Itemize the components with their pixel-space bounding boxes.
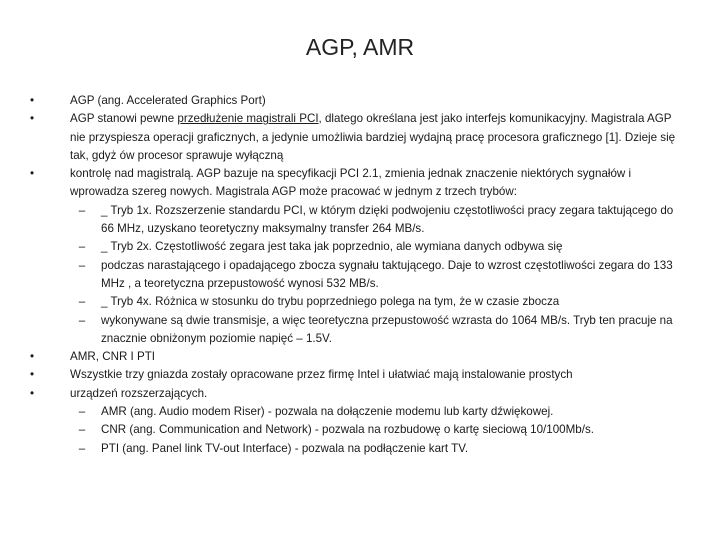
bullet-item	[26, 348, 686, 366]
dash-marker: –	[78, 423, 86, 437]
sub-item-text: wykonywane są dwie transmisje, a więc teoretyczna przepustowość wzrasta do 1064 MB/s. Tryb ten pracuje na znacznie obniżonym poziomie napięć – 1.5V.	[101, 313, 673, 345]
bullet-item	[26, 165, 686, 202]
sub-item-text: AMR (ang. Audio modem Riser) - pozwala na dołączenie modemu lub karty dźwiękowej.	[101, 405, 554, 419]
underlined-term: przedłużenie magistrali PCI	[177, 112, 319, 126]
bullet-item	[26, 366, 686, 384]
sub-item	[26, 421, 686, 439]
bullet-text: Wszystkie trzy gniazda zostały opracowane przez firmę Intel i ułatwiać mają instalowanie prostych	[70, 368, 573, 382]
bullet-marker: •	[29, 94, 35, 107]
dash-marker: –	[78, 441, 86, 455]
bullet-text-before: AGP stanowi pewne	[70, 112, 178, 126]
bullet-text: kontrolę nad magistralą. AGP bazuje na specyfikacji PCI 2.1, zmienia jednak znaczenie niektórych sygnałów i wprowadza szereg nowych. Magistrala AGP może pracować w jednym z trzech trybów:	[70, 167, 632, 199]
dash-marker: –	[78, 313, 86, 327]
sub-item	[26, 403, 686, 421]
sub-item	[26, 312, 686, 349]
sub-item	[26, 257, 686, 294]
dash-marker: –	[78, 405, 86, 419]
bullet-marker: •	[29, 350, 35, 364]
sub-item	[26, 202, 686, 239]
bullet-text: urządzeń rozszerzających.	[70, 386, 208, 400]
sub-item-text: _ Tryb 2x. Częstotliwość zegara jest taka jak poprzednio, ale wymiana danych odbywa się	[101, 240, 563, 254]
dash-marker: –	[78, 295, 86, 309]
bullet-marker: •	[29, 112, 35, 126]
sub-item	[26, 238, 686, 256]
dash-marker: –	[78, 258, 86, 272]
dash-marker: –	[78, 240, 86, 254]
bullet-text-after: , dlatego określana jest jako interfejs komunikacyjny. Magistrala AGP nie przyspiesza operacji graficznych, a jedynie umożliwia bardziej wydajną pracę procesora graficznego [1]. Dzieje się tak, gdyż ów procesor sprawuje wyłączną	[70, 112, 676, 162]
sub-item-text: podczas narastającego i opadającego zbocza sygnału taktującego. Daje to wzrost częstotliwości zegara do 133 MHz , a teoretyczna przepustowość wynosi 532 MB/s.	[101, 258, 673, 290]
bullet-text: AGP (ang. Accelerated Graphics Port)	[70, 94, 266, 107]
slide-title: AGP, AMR	[305, 34, 415, 60]
bullet-text: AMR, CNR I PTI	[70, 350, 156, 364]
bullet-item	[26, 110, 686, 165]
bullet-marker: •	[29, 368, 35, 382]
bullet-item	[26, 385, 686, 403]
bullet-item	[26, 92, 686, 110]
sub-item-text: CNR (ang. Communication and Network) - pozwala na rozbudowę o kartę sieciową 10/100Mb/s.	[101, 423, 594, 437]
dash-marker: –	[78, 203, 86, 217]
sub-item-text: PTI (ang. Panel link TV-out Interface) - pozwala na podłączenie kart TV.	[101, 441, 469, 455]
sub-item	[26, 440, 686, 458]
bullet-marker: •	[29, 167, 35, 181]
sub-item-text: _ Tryb 4x. Różnica w stosunku do trybu poprzedniego polega na tym, że w czasie zbocza	[101, 295, 560, 309]
slide-content	[26, 92, 686, 458]
sub-item-text: _ Tryb 1x. Rozszerzenie standardu PCI, w którym dzięki podwojeniu częstotliwości pracy zegara taktującego do 66 MHz, uzyskano teoretyczny maksymalny transfer 264 MB/s.	[101, 203, 674, 236]
sub-item	[26, 293, 686, 311]
bullet-marker: •	[29, 386, 35, 400]
